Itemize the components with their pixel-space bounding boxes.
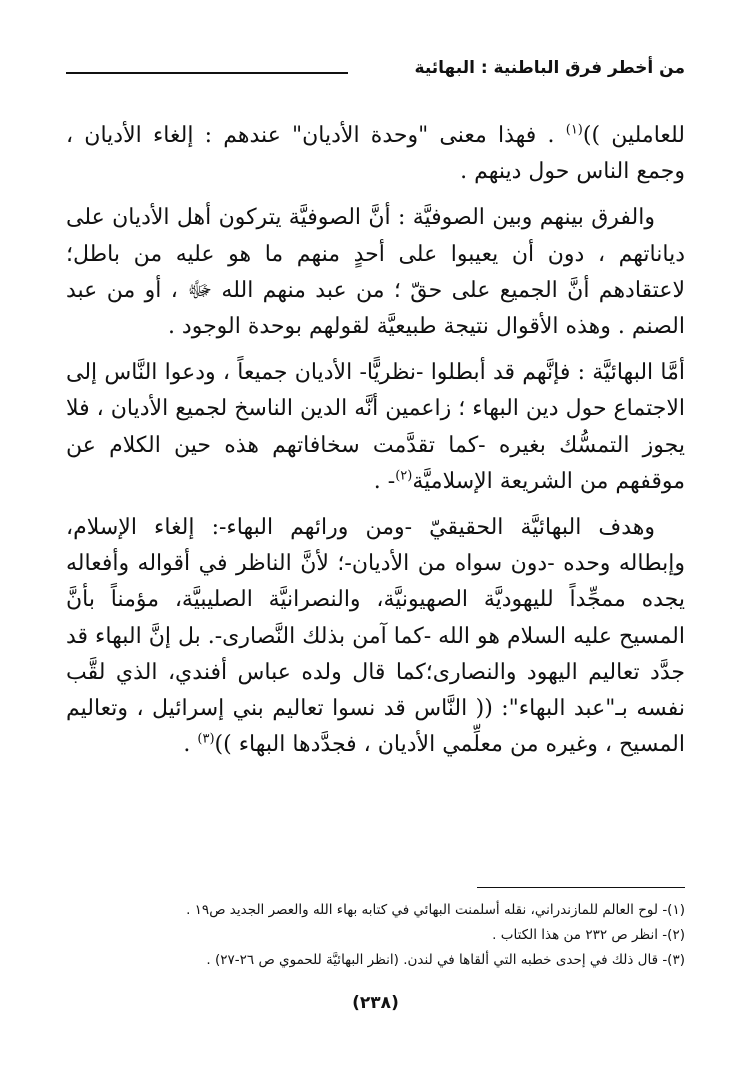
header-title: من أخطر فرق الباطنية : البهائية xyxy=(414,58,685,78)
paragraph-1 xyxy=(66,118,685,190)
header-rule xyxy=(66,72,348,74)
footnotes xyxy=(66,898,685,973)
paragraph-1-text: للعاملين )) xyxy=(582,123,686,148)
paragraph-1-rest: . فهذا معنى "وحدة الأديان" عندهم : إلغاء الأديان ، وجمع الناس حول دينهم . xyxy=(66,123,685,185)
paragraph-4-text: وهدف البهائيَّة الحقيقيّ -ومن ورائهم البهاء-: إلغاء الإسلام، وإبطاله وحده -دون سواه من الأديان-؛ لأنَّ الناظر في أقواله وأفعاله يجده ممجِّداً لليهوديَّة الصهيونيَّة، والنصرانيَّة الصليبيَّة، مؤمناً بأنَّ المسيح عليه السلام هو الله -كما آمن بذلك النَّصارى-. بل إنَّ البهاء قد جدَّد تعاليم اليهود والنصارى؛كما قال ولده عباس أفندي، الذي لقَّب نفسه بـ"عبد البهاء": (( النَّاس قد نسوا تعاليم بني إسرائيل ، وتعاليم المسيح ، وغيره من معلِّمي الأديان ، فجدَّدها البهاء )) xyxy=(66,515,685,758)
footnote-1: (١)- لوح العالم للمازندراني، نقله أسلمنت البهائي في كتابه بهاء الله والعصر الجديد ص١٩ . xyxy=(186,902,685,918)
paragraph-2 xyxy=(66,200,685,345)
footnote-2: (٢)- انظر ص ٢٣٢ من هذا الكتاب . xyxy=(492,927,685,943)
footnote-rule xyxy=(477,887,685,888)
paragraph-4-rest: . xyxy=(183,732,198,758)
running-header xyxy=(66,52,685,86)
page-number: (٢٣٨) xyxy=(352,993,399,1013)
footnote-ref-3: (٣) xyxy=(197,731,215,747)
paragraph-4 xyxy=(66,510,685,763)
paragraph-2-text: والفرق بينهم وبين الصوفيَّة : أنَّ الصوفيَّة يتركون أهل الأديان على دياناتهم ، دون أن يعيبوا على أحدٍ منهم ما هو عليه من باطل؛ لاعتقادهم أنَّ الجميع على حقّ ؛ من عبد منهم الله ﷻ ، أو من عبد الصنم . وهذه الأقوال نتيجة طبيعيَّة لقولهم بوحدة الوجود . xyxy=(66,205,685,340)
paragraph-3-rest: - . xyxy=(373,468,396,494)
footnote-3: (٣)- قال ذلك في إحدى خطبه التي ألقاها في لندن. (انظر البهائيَّة للحموي ص ٢٦-٢٧) . xyxy=(206,952,685,968)
footnote-ref-2: (٢) xyxy=(395,468,413,484)
paragraph-3 xyxy=(66,355,685,500)
footnote-ref-1: (١) xyxy=(565,122,583,138)
paragraph-3-text: أمَّا البهائيَّة : فإنَّهم قد أبطلوا -نظريًّا- الأديان جميعاً ، ودعوا النَّاس إلى الاجتماع حول دين البهاء ؛ زاعمين أنَّه الدين الناسخ لجميع الأديان ، فلا يجوز التمسُّك بغيره -كما تقدَّمت سخافاتهم هذه حين الكلام عن موقفهم من الشريعة الإسلاميَّة xyxy=(66,360,685,494)
main-text xyxy=(66,118,685,773)
